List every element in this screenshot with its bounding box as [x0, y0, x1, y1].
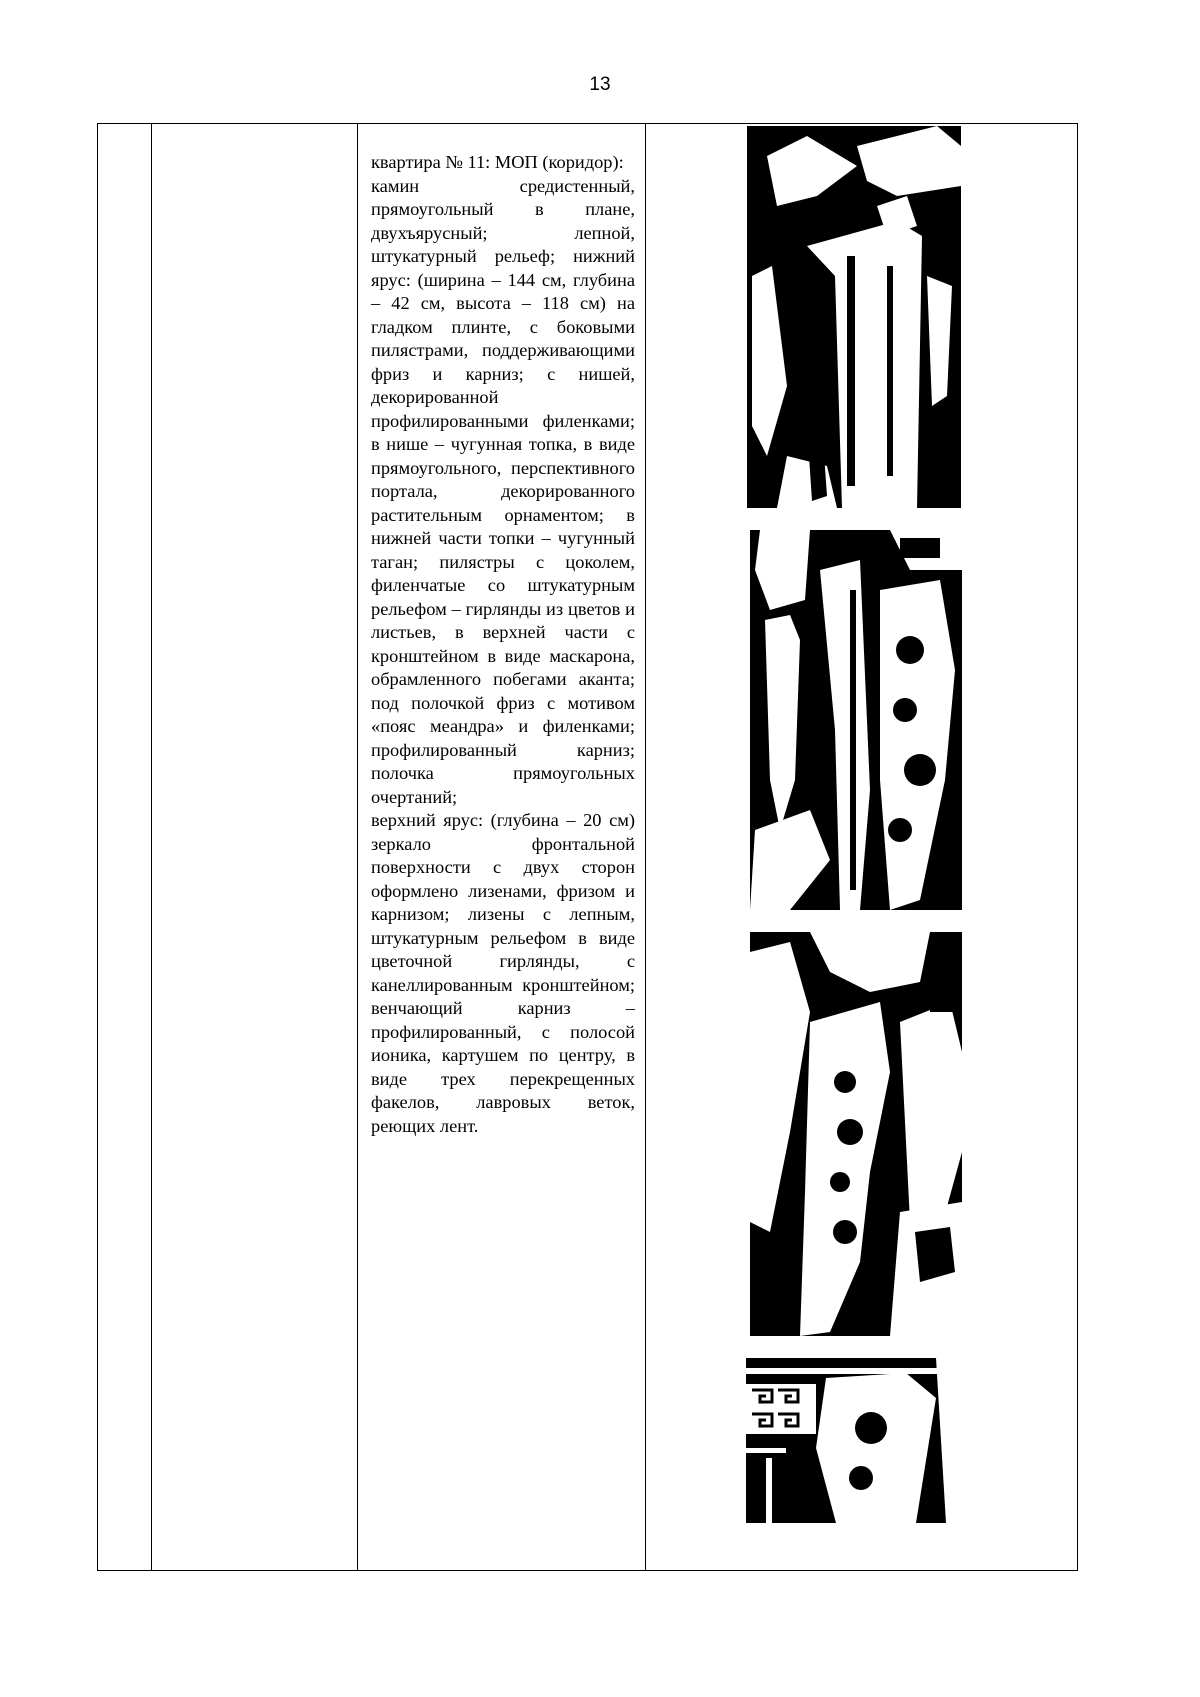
table-cell-description [358, 124, 646, 1571]
photo-fireplace-niche-frame [747, 126, 961, 508]
photo-meander-frieze-bracket [746, 1358, 962, 1523]
description-lower-tier: камин средистенный, прямоугольный в плане, двухъярусный; лепной, штукатурный рельеф; нижний ярус: (ширина – 144 см, глубина – 42 см, высота – 118 см) на гладком плинте, с боковыми пилястрами, поддерживающими фриз и карниз; с нишей, декорированной профилированными филенками; в нише – чугунная топка, в виде прямоугольного, перспективного портала, декорированного растительным орнаментом; в нижней части топки – чугунный таган; пилястры с цоколем, филенчатые со штукатурным рельефом – гирлянды из цветов и листьев, в верхней части с кронштейном в виде маскарона, обрамленного побегами аканта; под полочкой фриз с мотивом «пояс меандра» и филенками; профилированный карниз; полочка прямоугольных очертаний; [371, 175, 635, 807]
table-cell-object [152, 124, 358, 1571]
table-cell-photos [646, 124, 1078, 1571]
table-cell-index [98, 124, 152, 1571]
description-upper-tier: верхний ярус: (глубина – 20 см) зеркало фронтальной поверхности с двух сторон оформлено лизенами, фризом и карнизом; лизены с лепным, штукатурным рельефом в виде цветочной гирлянды, с канеллированным кронштейном; венчающий карниз – профилированный, с полосой ионика, картушем по центру, в виде трех перекрещенных факелов, лавровых веток, реющих лент. [371, 810, 635, 1136]
table-row [98, 124, 1078, 1571]
description-table [97, 123, 1078, 1571]
description-heading: квартира № 11: МОП (коридор): [371, 152, 624, 172]
page-number: 13 [589, 74, 611, 95]
photo-upper-tier-lesene [750, 932, 962, 1336]
description-text [371, 151, 635, 1138]
photo-pilaster-garland [750, 530, 962, 910]
